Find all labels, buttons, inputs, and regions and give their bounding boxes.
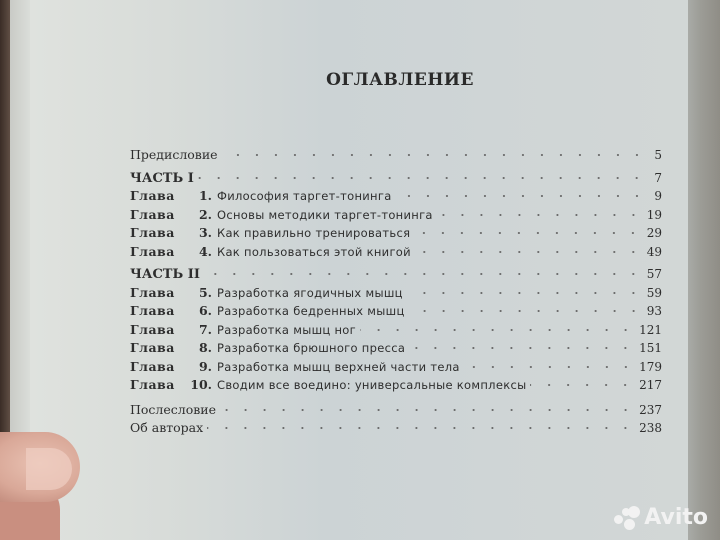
leader-dots — [415, 247, 643, 257]
leader-dots — [222, 150, 646, 160]
toc-chapter — [130, 376, 662, 395]
page-number: 29 — [646, 226, 662, 240]
leader-dots — [409, 343, 635, 353]
toc-chapter — [130, 339, 662, 358]
page-number: 7 — [654, 170, 662, 185]
chapter-title: Разработка брюшного пресса — [217, 341, 406, 355]
chapter-number: 6. — [198, 303, 212, 318]
leader-dots — [407, 288, 643, 298]
page-title: ОГЛАВЛЕНИЕ — [326, 70, 474, 90]
part-label: ЧАСТЬ I — [130, 170, 194, 186]
toc-chapter — [130, 187, 662, 206]
page-number: 57 — [646, 267, 662, 281]
leader-dots — [360, 325, 635, 335]
toc-entry-preface — [130, 146, 662, 165]
chapter-title: Как пользоваться этой книгой — [217, 244, 411, 259]
chapter-label: Глава — [130, 340, 175, 355]
chapter-number: 7. — [198, 321, 212, 337]
toc-chapter — [130, 284, 662, 303]
page-number: 151 — [639, 341, 662, 355]
page-number: 9 — [654, 189, 662, 203]
page-number: 238 — [639, 421, 662, 435]
toc-chapter — [130, 358, 662, 377]
leader-dots — [409, 306, 643, 316]
toc-chapter — [130, 206, 662, 225]
watermark-text: Avito — [644, 505, 708, 530]
toc-chapter — [130, 302, 662, 321]
leader-dots — [396, 191, 646, 201]
avito-watermark — [614, 505, 708, 530]
page-number: 5 — [654, 148, 662, 162]
chapter-number: 5. — [198, 284, 212, 300]
chapter-label: Глава — [130, 243, 175, 259]
chapter-number: 10. — [190, 377, 212, 392]
chapter-title: Разработка ягодичных мышц — [217, 285, 403, 300]
table-of-contents — [130, 146, 662, 438]
entry-title: Об авторах — [130, 420, 204, 435]
page-number: 179 — [639, 359, 662, 374]
chapter-number: 9. — [198, 358, 212, 374]
toc-chapter — [130, 243, 662, 262]
leader-dots — [437, 210, 643, 220]
avito-logo-icon — [614, 506, 640, 530]
toc-chapter — [130, 321, 662, 340]
chapter-label: Глава — [130, 377, 175, 392]
page-number: 19 — [646, 207, 662, 222]
page-number: 59 — [646, 285, 662, 300]
leader-dots — [220, 405, 635, 415]
chapter-number: 2. — [198, 206, 212, 222]
chapter-title: Основы методики таргет-тонинга — [217, 207, 433, 222]
chapter-label: Глава — [130, 358, 175, 374]
entry-title: Предисловие — [130, 147, 218, 162]
page-number: 121 — [639, 322, 662, 337]
leader-dots — [207, 423, 635, 433]
page-number: 93 — [646, 304, 662, 318]
chapter-label: Глава — [130, 225, 175, 240]
thumbnail-nail — [26, 448, 72, 490]
leader-dots — [198, 173, 646, 183]
chapter-number: 1. — [198, 188, 212, 203]
page-number: 237 — [639, 402, 662, 417]
chapter-title: Сводим все воедино: универсальные комплексы — [217, 378, 527, 392]
chapter-title: Разработка мышц верхней части тела — [217, 359, 460, 374]
chapter-title: Разработка бедренных мышц — [217, 304, 405, 318]
entry-title: Послесловие — [130, 401, 216, 417]
part-label: ЧАСТЬ II — [130, 267, 200, 282]
chapter-label: Глава — [130, 303, 175, 318]
chapter-number: 8. — [198, 340, 212, 355]
chapter-number: 3. — [198, 225, 212, 240]
chapter-label: Глава — [130, 206, 175, 222]
chapter-title: Философия таргет-тонинга — [217, 189, 392, 203]
chapter-label: Глава — [130, 321, 175, 337]
toc-chapter — [130, 224, 662, 243]
chapter-number: 4. — [198, 243, 212, 259]
chapter-label: Глава — [130, 188, 175, 203]
leader-dots — [414, 228, 642, 238]
page-number: 217 — [639, 378, 662, 392]
chapter-title: Разработка мышц ног — [217, 322, 356, 337]
chapter-label: Глава — [130, 284, 175, 300]
chapter-title: Как правильно тренироваться — [217, 226, 411, 240]
leader-dots — [530, 380, 635, 390]
toc-entry-afterword — [130, 401, 662, 420]
toc-entry-about-authors — [130, 419, 662, 438]
toc-part-2 — [130, 265, 662, 284]
leader-dots — [464, 362, 635, 372]
page-number: 49 — [646, 244, 662, 259]
leader-dots — [204, 269, 643, 279]
toc-part-1 — [130, 169, 662, 188]
